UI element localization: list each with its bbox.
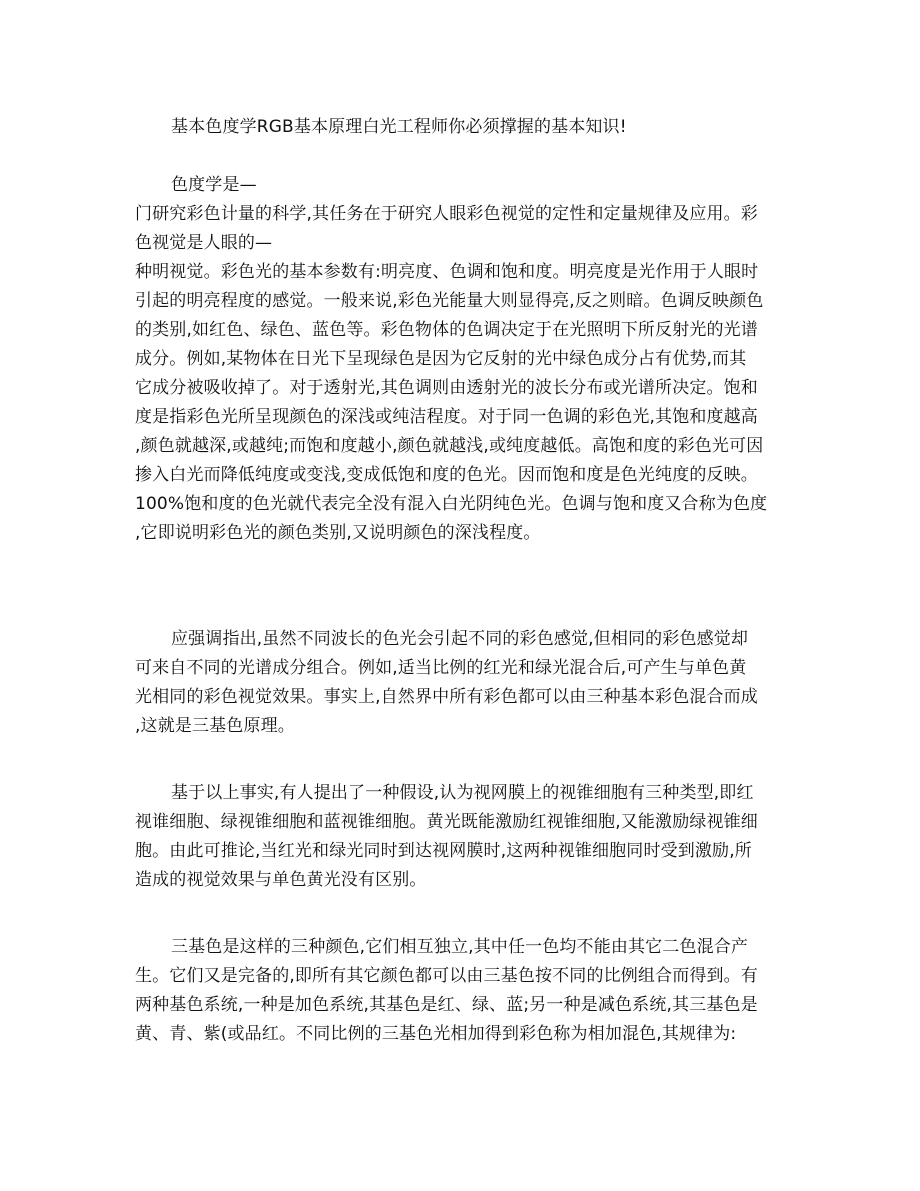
paragraph-line: 可来自不同的光谱成分组合。例如,适当比例的红光和绿光混合后,可产生与单色黄 bbox=[135, 658, 747, 678]
paragraph-line: 胞。由此可推论,当红光和绿光同时到达视网膜时,这两种视锥细胞同时受到激励,所 bbox=[135, 841, 752, 861]
paragraph-primary-colors bbox=[135, 933, 785, 1049]
document-title: 基本色度学RGB基本原理白光工程师你必须撑握的基本知识! bbox=[171, 117, 627, 137]
paragraph-line: 成分。例如,某物体在日光下呈现绿色是因为它反射的光中绿色成分占有优势,而其 bbox=[135, 349, 747, 369]
paragraph-line: ,它即说明彩色光的颜色类别,又说明颜色的深浅程度。 bbox=[135, 523, 541, 543]
paragraph-colorimetry bbox=[135, 171, 785, 548]
paragraph-line: 视谁细胞、绿视锥细胞和蓝视锥细胞。黄光既能激励红视锥细胞,又能激励绿视锥细 bbox=[135, 812, 758, 832]
paragraph-line: 生。它们又是完备的,即所有其它颜色都可以由三基色按不同的比例组合而得到。有 bbox=[135, 966, 758, 986]
paragraph-line: 黄、青、紫(或品红。不同比例的三基色光相加得到彩色称为相加混色,其规律为: bbox=[135, 1024, 737, 1044]
paragraph-line: 造成的视觉效果与单色黄光没有区别。 bbox=[135, 870, 427, 890]
paragraph-line: 应强调指出,虽然不同波长的色光会引起不同的彩色感觉,但相同的彩色感觉却 bbox=[171, 629, 749, 649]
paragraph-line: 门研究彩色计量的科学,其任务在于研究人眼彩色视觉的定性和定量规律及应用。彩 bbox=[135, 204, 758, 224]
paragraph-line: 三基色是这样的三种颜色,它们相互独立,其中任一色均不能由其它二色混合产 bbox=[171, 937, 749, 957]
paragraph-line: 引起的明亮程度的感觉。一般来说,彩色光能量大则显得亮,反之则暗。色调反映颜色 bbox=[135, 291, 764, 311]
paragraph-line: 两种基色系统,一种是加色系统,其基色是红、绿、蓝;另一种是减色系统,其三基色是 bbox=[135, 995, 758, 1015]
paragraph-line: 掺入白光而降低纯度或变浅,变成低饱和度的色光。因而饱和度是色光纯度的反映。 bbox=[135, 465, 758, 485]
paragraph-line: 色视觉是人眼的— bbox=[135, 233, 273, 253]
paragraph-line: 度是指彩色光所呈现颜色的深浅或纯洁程度。对于同一色调的彩色光,其饱和度越高 bbox=[135, 407, 758, 427]
paragraph-line: ,颜色就越深,或越纯;而饱和度越小,颜色就越浅,或纯度越低。高饱和度的彩色光可因 bbox=[135, 436, 764, 456]
paragraph-line: 100%饱和度的色光就代表完全没有混入白光阴纯色光。色调与饱和度又合称为色度 bbox=[135, 494, 768, 514]
paragraph-line: 它成分被吸收掉了。对于透射光,其色调则由透射光的波长分布或光谱所决定。饱和 bbox=[135, 378, 758, 398]
paragraph-line: 光相同的彩色视觉效果。事实上,自然界中所有彩色都可以由三种基本彩色混合而成 bbox=[135, 687, 758, 707]
paragraph-cone-cells bbox=[135, 779, 785, 895]
paragraph-line: 种明视觉。彩色光的基本参数有:明亮度、色调和饱和度。明亮度是光作用于人眼时 bbox=[135, 262, 759, 282]
paragraph-line: 色度学是— bbox=[171, 175, 257, 195]
paragraph-line: ,这就是三基色原理。 bbox=[135, 716, 295, 736]
paragraph-line: 的类别,如红色、绿色、蓝色等。彩色物体的色调决定于在光照明下所反射光的光谱 bbox=[135, 320, 758, 340]
paragraph-trichromatic-principle bbox=[135, 625, 785, 741]
paragraph-line: 基于以上事实,有人提出了一种假设,认为视网膜上的视锥细胞有三种类型,即红 bbox=[171, 783, 754, 803]
document-title-block bbox=[135, 113, 785, 142]
